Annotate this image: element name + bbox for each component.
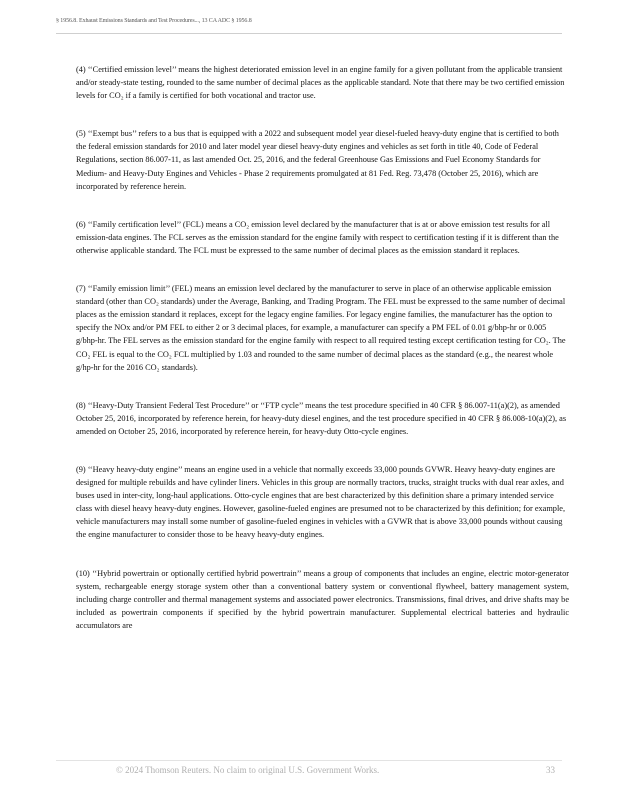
header-divider [56, 33, 562, 34]
definition-paragraph-6: (6) ‘‘Family certification level’’ (FCL) means a CO₂ emission level declared by the manufacturer that is at or above emission test results for all emission-data engines. The FCL serves as the emission standard for the engine family with respect to certification testing if it is different than the otherwise applicable standard. The FCL must be expressed to the same number of decimal places as the emission standard it replaces. [76, 219, 559, 255]
footer-divider [56, 760, 562, 761]
footer-copyright: © 2024 Thomson Reuters. No claim to original U.S. Government Works. [116, 765, 380, 775]
definition-paragraph-10: (10) ‘‘Hybrid powertrain or optionally certified hybrid powertrain’’ means a group of components that includes an engine, electric motor-generator system, rechargeable energy storage system other than a conventional battery system or conventional flywheel, battery management system, including charge controller and thermal management systems and associated power electronics. Transmissions, final drives, and drive shafts may be included as powertrain components if specified by the hybrid powertrain manufacturer. Supplemental electrical batteries and hydraulic accumulators are [76, 568, 569, 630]
definition-paragraph-4: (4) ‘‘Certified emission level’’ means the highest deteriorated emission level in an engine family for a given pollutant from the applicable transient and/or steady-state testing, rounded to the same number of decimal places as the applicable standard. Note that there may be two certified emission levels for CO₂ if a family is certified for both vocational and tractor use. [76, 65, 565, 101]
running-head: § 1956.8. Exhaust Emissions Standards and Test Procedures..., 13 CA ADC § 1956.8 [56, 18, 252, 24]
definition-paragraph-8: (8) ‘‘Heavy-Duty Transient Federal Test Procedure’’ or ‘‘FTP cycle’’ means the test procedure specified in 40 CFR § 86.007-11(a)(2), as amended October 25, 2016, incorporated by reference herein, for heavy-duty diesel engines, and the test procedure specified in 40 CFR § 86.008-10(a)(2), as amended on October 25, 2016, incorporated by reference herein, for heavy-duty Otto-cycle engines. [76, 400, 567, 436]
definition-paragraph-9: (9) ‘‘Heavy heavy-duty engine’’ means an engine used in a vehicle that normally exceeds 33,000 pounds GVWR. Heavy heavy-duty engines are designed for multiple rebuilds and have cylinder liners. Vehicles in this group are normally tractors, trucks, straight trucks with dual rear axles, and buses used in inter-city, long-haul applications. Otto-cycle engines that are best characterized by this definition share a primary intended service class with diesel heavy heavy-duty engines. However, gasoline-fueled engines are presumed not to be characterized by this definition; for example, vehicle manufacturers may install some number of gasoline-fueled engines in vehicles with a GVWR that is above 33,000 pounds without causing the engine manufacturer to consider those to be heavy heavy-duty engines. [76, 464, 566, 540]
definition-paragraph-5: (5) ‘‘Exempt bus’’ refers to a bus that is equipped with a 2022 and subsequent model year diesel-fueled heavy-duty engine that is certified to both the federal emission standards for 2010 and later model year diesel heavy-duty engines and vehicles as set forth in title 40, Code of Federal Regulations, section 86.007-11, as last amended Oct. 25, 2016, and the federal Greenhouse Gas Emissions and Fuel Economy Standards for Medium- and Heavy-Duty Engines and Vehicles - Phase 2 requirements promulgated at 81 Fed. Reg. 73,478 (October 25, 2016), which are incorporated by reference herein. [76, 129, 559, 191]
definition-paragraph-7: (7) ‘‘Family emission limit’’ (FEL) means an emission level declared by the manufacturer to serve in place of an otherwise applicable emission standard (other than CO₂ standards) under the Average, Banking, and Trading Program. The FEL must be expressed to the same number of decimal places as the emission standard it replaces, except for the legacy engine families. For legacy engine families, the manufacturer has the option to specify the NOx and/or PM FEL to either 2 or 3 decimal places, for example, a manufacturer can specify a PM FEL of 0.01 g/bhp-hr or 0.005 g/bhp-hr. The FEL serves as the emission standard for the engine family with respect to all required testing except certification testing for CO₂. The CO₂ FEL is equal to the CO₂ FCL multiplied by 1.03 and rounded to the same number of decimal places as the standard (e.g., the nearest whole g/hp-hr for the 2016 CO₂ standards). [76, 284, 566, 372]
page-number: 33 [546, 765, 555, 775]
document-body [76, 63, 569, 657]
